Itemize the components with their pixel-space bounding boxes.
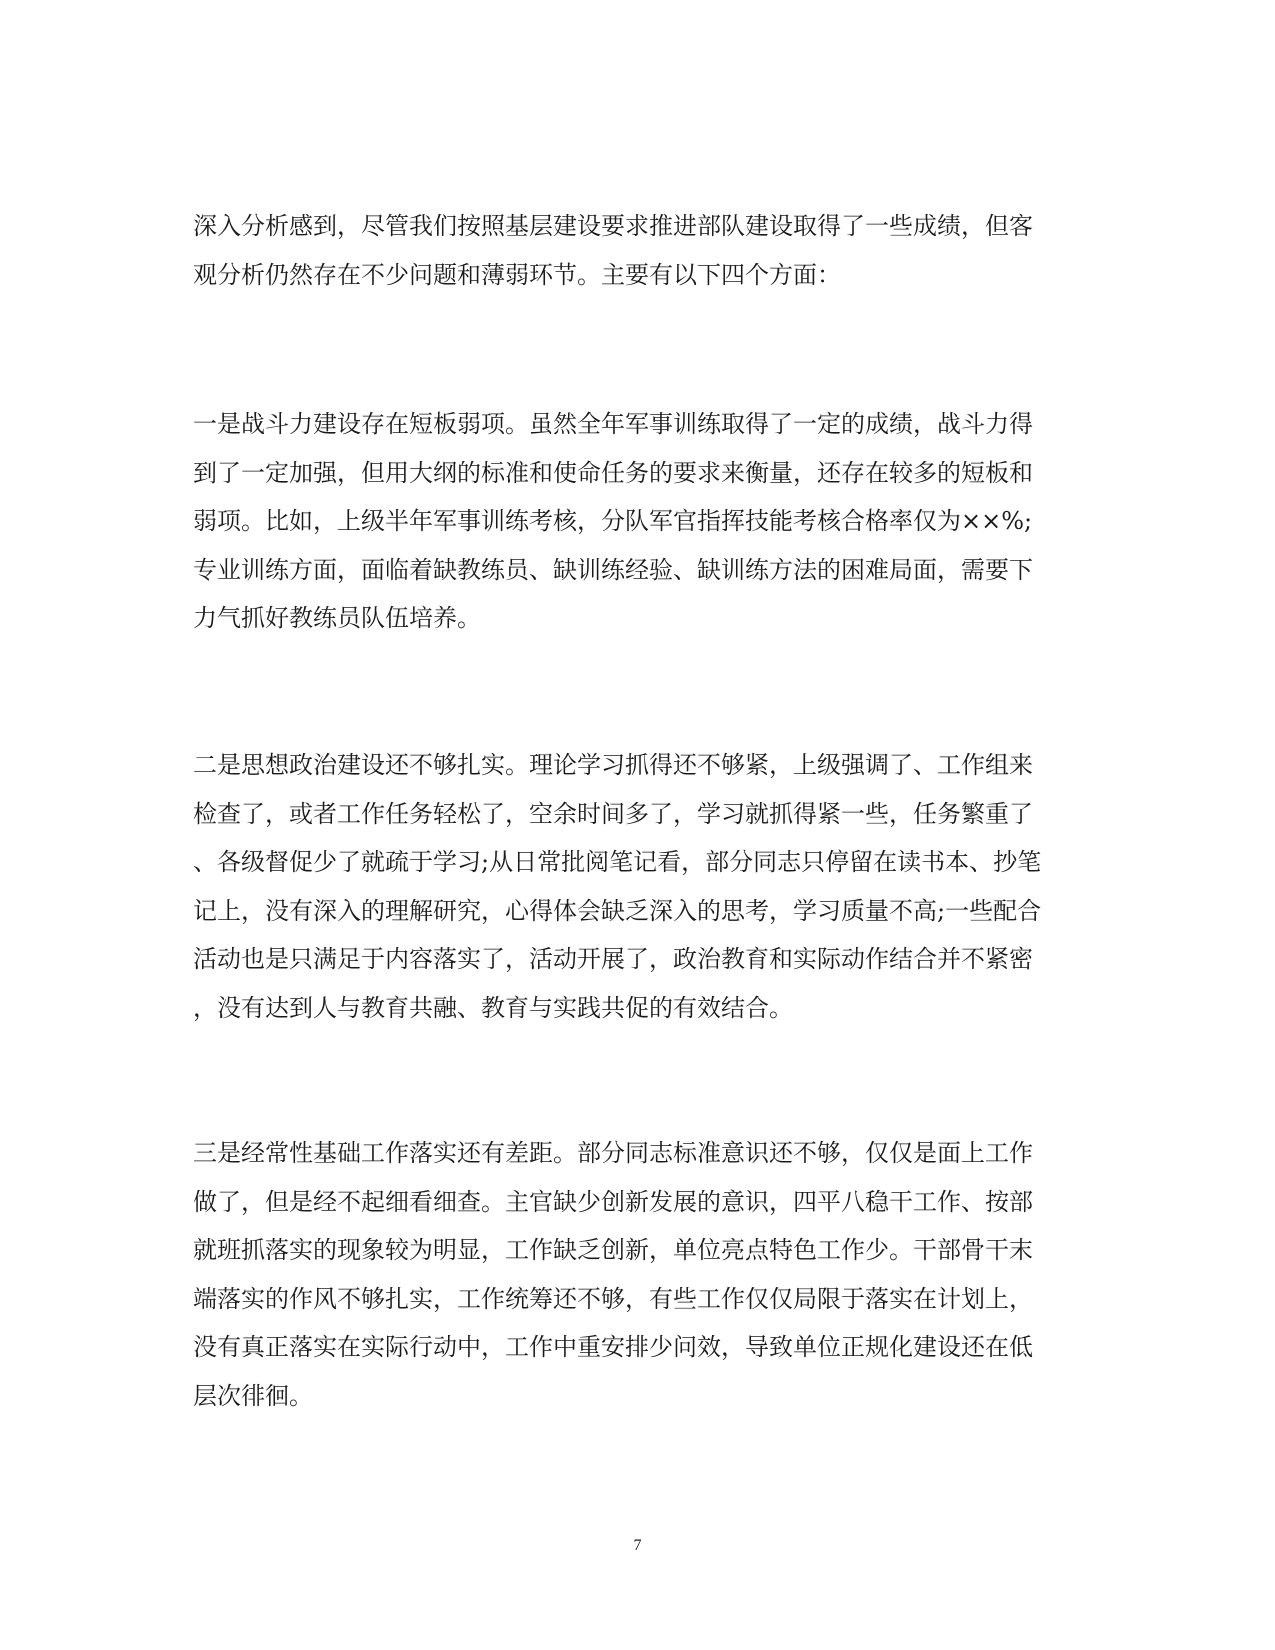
text-line: 一是战斗力建设存在短板弱项。虽然全年军事训练取得了一定的成绩，战斗力得 — [193, 410, 1033, 438]
text-line: 三是经常性基础工作落实还有差距。部分同志标准意识还不够，仅仅是面上工作 — [193, 1139, 1033, 1167]
text-line: 深入分析感到，尽管我们按照基层建设要求推进部队建设取得了一些成绩，但客 — [193, 212, 1033, 240]
paragraph-basic-work — [193, 1129, 1073, 1420]
text-line: 力气抓好教练员队伍培养。 — [193, 604, 481, 632]
text-line: 记上，没有深入的理解研究，心得体会缺乏深入的思考，学习质量不高;一些配合 — [193, 896, 1042, 925]
text-line: 就班抓落实的现象较为明显，工作缺乏创新，单位亮点特色工作少。干部骨干末 — [193, 1236, 1033, 1264]
text-line: 观分析仍然存在不少问题和薄弱环节。主要有以下四个方面： — [193, 260, 841, 289]
text-line: 端落实的作风不够扎实，工作统筹还不够，有些工作仅仅局限于落实在计划上， — [193, 1284, 1033, 1313]
paragraph-political-construction — [193, 741, 1073, 1032]
text-line: 弱项。比如，上级半年军事训练考核，分队军官指挥技能考核合格率仅为××%; — [193, 507, 1033, 535]
text-line: 二是思想政治建设还不够扎实。理论学习抓得还不够紧，上级强调了、工作组来 — [193, 751, 1033, 779]
text-line: ，没有达到人与教育共融、教育与实践共促的有效结合。 — [193, 993, 793, 1022]
text-line: 检查了，或者工作任务轻松了，空余时间多了，学习就抓得紧一些，任务繁重了 — [193, 799, 1033, 828]
text-line: 到了一定加强，但用大纲的标准和使命任务的要求来衡量，还存在较多的短板和 — [193, 458, 1033, 487]
page-number: 7 — [633, 1537, 642, 1554]
paragraph-combat-capability — [193, 400, 1073, 643]
text-line: 活动也是只满足于内容落实了，活动开展了，政治教育和实际动作结合并不紧密 — [193, 945, 1033, 973]
text-line: 层次徘徊。 — [193, 1381, 313, 1410]
text-line: 没有真正落实在实际行动中，工作中重安排少问效，导致单位正规化建设还在低 — [193, 1333, 1033, 1361]
text-line: 做了，但是经不起细看细查。主官缺少创新发展的意识，四平八稳干工作、按部 — [193, 1187, 1033, 1216]
text-line: 、各级督促少了就疏于学习;从日常批阅笔记看，部分同志只停留在读书本、抄笔 — [193, 848, 1042, 876]
paragraph-intro — [193, 202, 1073, 299]
text-line: 专业训练方面，面临着缺教练员、缺训练经验、缺训练方法的困难局面，需要下 — [193, 555, 1033, 584]
